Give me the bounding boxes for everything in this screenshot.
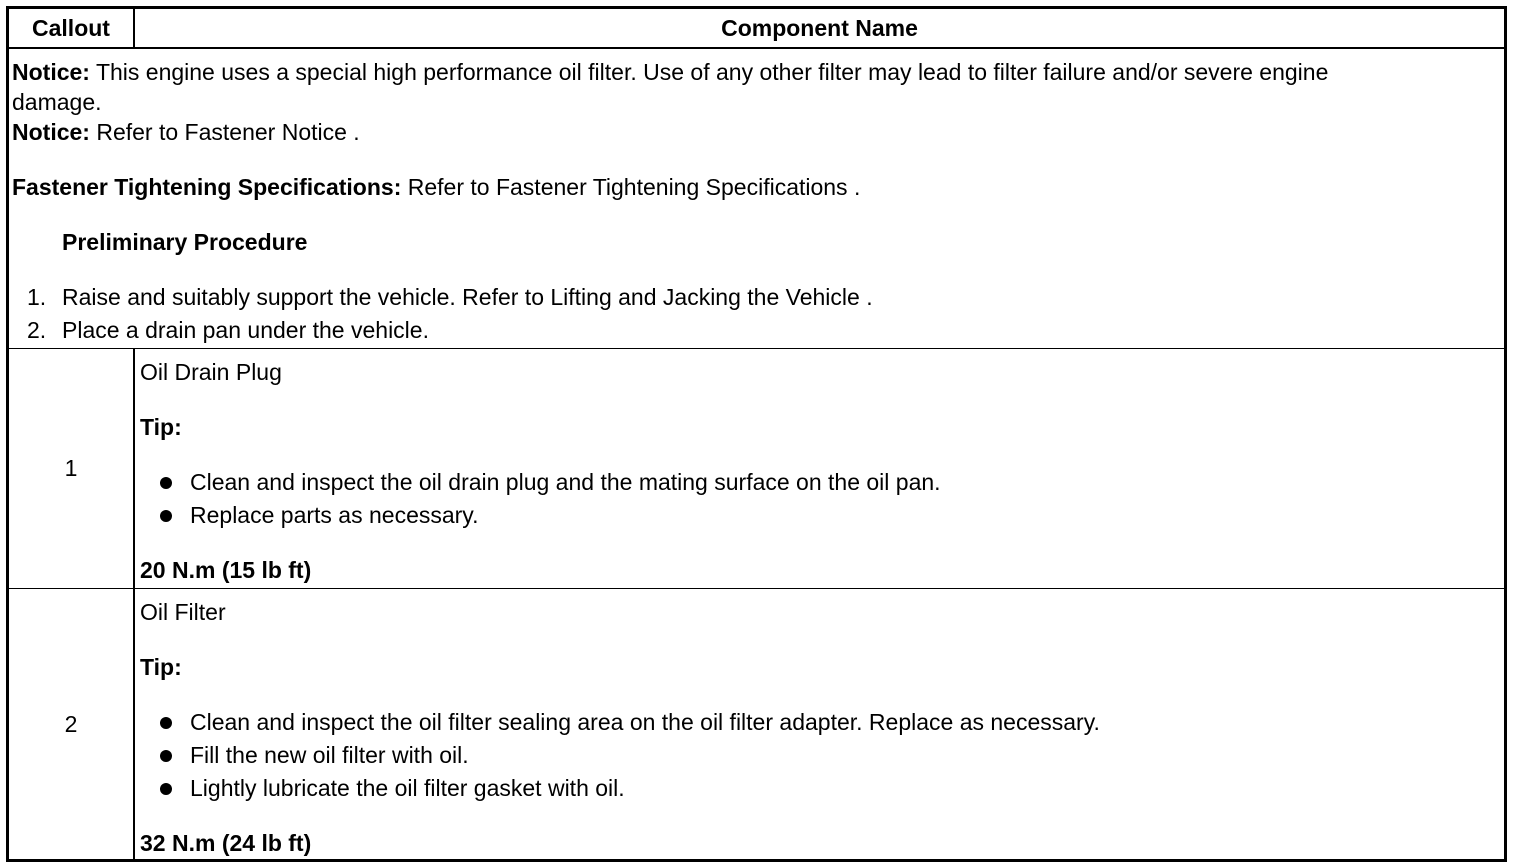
step-number: 1. (27, 284, 47, 310)
bullet-icon (160, 783, 172, 795)
step-number: 2. (27, 317, 47, 343)
tip-label: Tip: (140, 654, 182, 680)
tip-text: Clean and inspect the oil drain plug and the mating surface on the oil pan. (190, 469, 941, 495)
notice-label: Notice: (12, 59, 90, 85)
notice-label: Notice: (12, 119, 90, 145)
notice-line-1 (12, 57, 1328, 87)
notice-line-2 (12, 117, 360, 147)
torque-spec: 32 N.m (24 lb ft) (140, 830, 312, 856)
preliminary-section (9, 49, 1504, 349)
bullet-icon (160, 717, 172, 729)
component-name-column-header: Component Name (721, 14, 918, 41)
fastener-spec-line (12, 172, 860, 202)
bullet-icon (160, 750, 172, 762)
tip-text: Replace parts as necessary. (190, 502, 479, 528)
fastener-spec-link[interactable]: Refer to Fastener Tightening Specifications . (407, 174, 861, 200)
callout-column-header: Callout (9, 9, 135, 47)
bullet-icon (160, 477, 172, 489)
callout-number: 2 (9, 589, 135, 859)
table-row (9, 349, 1504, 589)
torque-spec: 20 N.m (15 lb ft) (140, 557, 312, 583)
bullet-icon (160, 510, 172, 522)
step-text: Raise and suitably support the vehicle. Refer to Lifting and Jacking the Vehicle . (62, 284, 873, 310)
fastener-spec-label: Fastener Tightening Specifications: (12, 174, 402, 200)
preliminary-procedure-title: Preliminary Procedure (62, 229, 308, 255)
tip-text: Clean and inspect the oil filter sealing area on the oil filter adapter. Replace as necessary. (190, 709, 1100, 735)
tip-text: Lightly lubricate the oil filter gasket with oil. (190, 775, 625, 801)
callout-number: 1 (9, 349, 135, 588)
step-text: Place a drain pan under the vehicle. (62, 317, 429, 343)
notice-text-continued: damage. (12, 89, 102, 115)
fastener-notice-link[interactable]: Refer to Fastener Notice . (96, 119, 360, 145)
notice-text: This engine uses a special high performance oil filter. Use of any other filter may lead to filter failure and/or severe engine (95, 59, 1329, 85)
table-header (9, 9, 1504, 49)
table-row (9, 589, 1504, 859)
component-name: Oil Filter (140, 599, 226, 625)
component-name: Oil Drain Plug (140, 359, 282, 385)
tip-label: Tip: (140, 414, 182, 440)
tip-text: Fill the new oil filter with oil. (190, 742, 469, 768)
procedure-table (6, 6, 1507, 862)
